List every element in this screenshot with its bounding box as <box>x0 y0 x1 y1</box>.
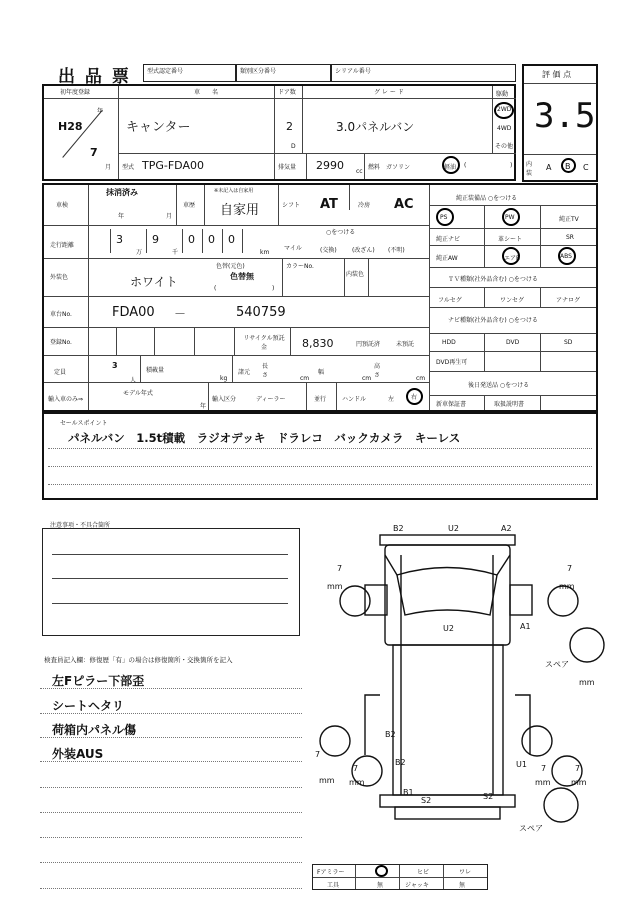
svg-text:mm: mm <box>327 582 343 591</box>
svg-text:7: 7 <box>337 564 343 573</box>
grade-value: 3.0パネルバン <box>336 120 415 134</box>
chassis-number: 540759 <box>236 305 286 320</box>
svg-text:7: 7 <box>315 750 321 759</box>
reg-year: H28 <box>58 120 83 133</box>
interior-label: 内装 <box>526 161 533 177</box>
inspector-note-4: 外装AUS <box>52 747 104 761</box>
svg-text:mm: mm <box>559 582 575 591</box>
color-change-value: 色替無 <box>230 272 254 281</box>
model-value: TPG-FDA00 <box>142 159 204 172</box>
damage-label-b2-left1: B2 <box>385 730 396 739</box>
notes-bracket <box>42 528 300 636</box>
header-field-1: 型式認定番号 <box>143 64 236 82</box>
damage-label-a2: A2 <box>501 524 512 533</box>
damage-label-u1: U1 <box>516 760 527 769</box>
score-box: 評 価 点 3.5 内装 A B C <box>522 64 598 182</box>
damage-label-b2-left2: B2 <box>395 758 406 767</box>
svg-text:mm: mm <box>579 678 595 687</box>
form-title: 出 品 票 <box>58 67 131 87</box>
footer-table: Fアミラー ヒビ ワレ 工具 無 ジャッキ 無 <box>312 864 488 890</box>
inspector-note-1: 左Fピラー下部歪 <box>52 674 145 688</box>
reg-month: 7 <box>90 146 98 159</box>
score-value: 3.5 <box>534 96 596 136</box>
sales-point-text: パネルバン 1.5t積載 ラジオデッキ ドラレコ バックカメラ キーレス <box>68 431 461 445</box>
svg-text:mm: mm <box>535 778 551 787</box>
history-value: 自家用 <box>220 203 260 218</box>
vehicle-diagram <box>305 515 605 835</box>
damage-label-s2-left: S2 <box>421 796 432 805</box>
basic-info-box: 初年度登録 H28 年 7 月 車 名 キャンター ドア数 2 D グ レ ー ド 3.0パネルバン 駆動 2WD 4WD その他 型式 TPG-FDA00 排気量 2990 cc 燃料 ガソリン 軽油 ( ) <box>42 84 516 181</box>
header-field-3: シリアル番号 <box>331 64 516 82</box>
sales-point-box: セールスポイント パネルバン 1.5t積載 ラジオデッキ ドラレコ バックカメラ キーレス <box>42 412 598 500</box>
svg-text:mm: mm <box>349 778 365 787</box>
svg-text:7: 7 <box>353 764 359 773</box>
svg-text:スペア: スペア <box>545 660 569 669</box>
score-label: 評 価 点 <box>542 70 572 79</box>
inspector-note-2: シートヘタリ <box>52 699 125 713</box>
svg-text:mm: mm <box>319 776 335 785</box>
svg-text:7: 7 <box>541 764 547 773</box>
inspector-label: 検査員記入欄：修復歴「有」の場合は修復箇所・交換箇所を記入 <box>44 656 233 664</box>
doors-value: 2 <box>286 120 293 133</box>
ac-value: AC <box>394 197 414 212</box>
inspector-note-3: 荷箱内パネル傷 <box>52 723 137 737</box>
inspection-value: 抹消済み <box>106 188 138 197</box>
svg-text:スペア: スペア <box>519 824 543 833</box>
damage-label-b1: B1 <box>403 788 414 797</box>
header-field-2: 類別区分番号 <box>236 64 331 82</box>
vehicle-detail-box: 車検 抹消済み 年 月 車歴 ※未記入は自家用 自家用 シフト AT 冷房 AC 走行距離 3 万 9 千 0 0 0 km ○をつける マイル (交換) (改ざん) (不明) 外装色 ホワイト 色替(元色) 色替無 ( ) カラーNo. 内装色 車台No. FDA00 － 540759 登録No. リサイクル預託金 8,830 円預託済 未預託 定員 3 人 積載量 kg 諸元 長さ cm 幅 cm 高さ cm 輸入車のみ⇒ モデル年式 年 輸入区分 ディーラー 並行 ハンドル 左 右 純正装備品 ○をつける PS PW 純正TV 純正ナビ 革シート SR 純正AW エアB ABS ＴＶ種類(社外品含む) ○をつける フルセグ ワンセグ アナログ ナビ種類(社外品含む) ○をつける HDD DVD SD DVD再生可 後日発送品 ○をつける 新車保証書 取扱説明書 <box>42 183 598 412</box>
damage-label-s2-right: S2 <box>483 792 494 801</box>
displacement-value: 2990 <box>316 159 344 172</box>
damage-label-u2-top: U2 <box>448 524 459 533</box>
car-name: キャンター <box>126 120 191 135</box>
damage-label-u2-body: U2 <box>443 624 454 633</box>
shift-value: AT <box>320 197 338 212</box>
chassis-prefix: FDA00 <box>112 305 155 320</box>
damage-label-b2-top: B2 <box>393 524 404 533</box>
damage-label-a1: A1 <box>520 622 531 631</box>
svg-text:7: 7 <box>575 764 581 773</box>
notes-label: 注意事項・不具合箇所 <box>50 522 111 529</box>
svg-text:mm: mm <box>571 778 587 787</box>
svg-text:7: 7 <box>567 564 573 573</box>
color-value: ホワイト <box>130 275 178 289</box>
recycle-value: 8,830 <box>302 337 334 350</box>
